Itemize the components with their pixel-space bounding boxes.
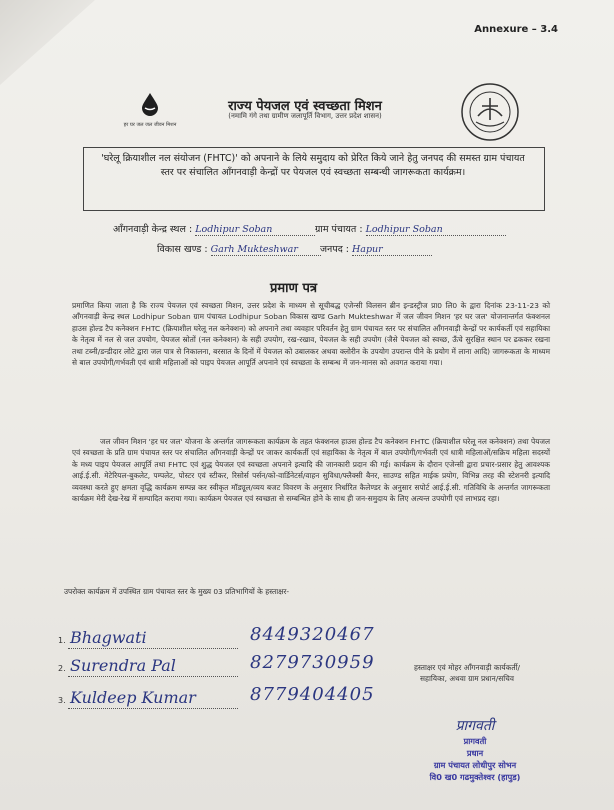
certificate-title: प्रमाण पत्र xyxy=(270,281,318,296)
stamp-label: हस्ताक्षर एवं मोहर आँगनवाड़ी कार्यकर्ती/सहायिका, अथवा ग्राम प्रधान/सचिव xyxy=(413,663,520,683)
header-title: राज्य पेयजल एवं स्वच्छता मिशन xyxy=(228,99,382,114)
participant-signature: Kuldeep Kumar xyxy=(70,688,196,707)
participant-row-2: 2. Surendra Pal 8279730959 xyxy=(58,652,375,675)
seal-panchayat: ग्राम पंचायत लोधीपुर सोभन xyxy=(433,760,517,770)
certificate-paragraph-1: प्रमाणित किया जाता है कि राज्य पेयजल एवं स्वच्छता मिशन, उत्तर प्रदेश के माध्यम से सूचीबद्ध एजेन्सी विलसन ब्रीन इन्डस्ट्रीज प्रा0 लि0 के द्वारा दिनांक 23-11-23 को आँगनवाड़ी केन्द्र स्थल Lodhipur Soban ग्राम पंचायत Lodhipur Soban विकास खण्ड Garh Mukteshwar में जल जीवन मिशन 'हर घर जल' योजनान्तर्गत फंक्शनल हाउस होल्ड टैप कनेक्शन FHTC (क्रियाशील घरेलू नल कनेक्शन) को अपनाने तथा व्यवहार परिवर्तन हेतु ग्राम पंचायत स्तर पर संचालित आँगनवाड़ी केन्द्रों पर कार्यकर्ती एवं सहायिका के नेतृत्व में नल से जल उपयोग, पेयजल स्रोतों (नल कनेक्शन) के सही उपयोग, रख-रखाव, पेयजल के सही उपयोग (जैसे पेयजल को स्वच्छ, ऊँचे सुरक्षित स्थान पर ढककर रखना तथा टब्नी/डन्डीदार लोटे द्वारा जल पात्र से निकालना, बरसात के दिनों में पेयजल को उबालकर अथवा क्लोरीन के उपयोग उपरान्त पीने के प्रयोग में लाना आदि) जागरूकता के माध्यम से बाल उपयोगी/गर्भवती एवं धात्री महिलाओं को पाइप पेयजल आपूर्ति अपनाने एवं स्वच्छता के सम्बन्ध में जन-मानस को अवगत कराया गया। xyxy=(72,301,550,368)
participant-row-1: 1. Bhagwati 8449320467 xyxy=(58,624,375,647)
header-subtitle: (नमामि गंगे तथा ग्रामीण जलापूर्ति विभाग, उत्तर प्रदेश शासन) xyxy=(228,112,382,120)
logo-caption: हर घर जल जल जीवन मिशन xyxy=(123,122,177,128)
gram-panchayat-field xyxy=(315,222,506,236)
vikas-khand-label: विकास खण्ड : xyxy=(157,244,208,255)
participants-label: उपरोक्त कार्यक्रम में उपस्थित ग्राम पंचायत स्तर के मुख्य 03 प्रतिभागियों के हस्ताक्षर- xyxy=(64,587,290,596)
gram-panchayat-label: ग्राम पंचायत : xyxy=(315,224,363,235)
participant-row-3: 3. Kuldeep Kumar 8779404405 xyxy=(58,684,375,707)
janpad-value: Hapur xyxy=(352,244,432,256)
anganwadi-value: Lodhipur Soban xyxy=(195,224,315,236)
vikas-khand-value: Garh Mukteshwar xyxy=(211,244,321,256)
page-fold-shadow xyxy=(0,0,95,85)
intro-text: 'घरेलू क्रियाशील नल संयोजन (FHTC)' को अपनाने के लिये समुदाय को प्रेरित किये जाने हेतु जनपद की समस्त ग्राम पंचायत स्तर पर संचालित आँगनवाड़ी केन्द्रों पर पेयजल एवं स्वच्छता सम्बन्धी जागरूकता कार्यक्रम। xyxy=(101,153,525,178)
gram-panchayat-value: Lodhipur Soban xyxy=(366,224,506,236)
janpad-label: जनपद : xyxy=(320,244,349,255)
participant-phone: 8449320467 xyxy=(250,624,375,645)
pradhan-signature: प्रागवती xyxy=(455,718,495,734)
seal-designation: प्रधान xyxy=(466,748,484,758)
anganwadi-field xyxy=(113,222,315,236)
participant-phone: 8279730959 xyxy=(250,652,375,673)
participant-phone: 8779404405 xyxy=(250,684,375,705)
participant-signature: Surendra Pal xyxy=(70,656,176,675)
participant-signature: Bhagwati xyxy=(70,628,147,647)
anganwadi-label: आँगनवाड़ी केन्द्र स्थल : xyxy=(113,224,193,235)
pradhan-seal xyxy=(400,716,550,783)
seal-name: प्रागवती xyxy=(463,736,487,746)
seal-block: वि0 ख0 गढमुक्तेश्वर (हापुड) xyxy=(429,772,521,782)
annexure-label: Annexure – 3.4 xyxy=(474,24,558,35)
certificate-paragraph-2: जल जीवन मिशन 'हर घर जल' योजना के अन्तर्गत जागरूकता कार्यक्रम के तहत फंक्शनल हाउस होल्ड टैप कनेक्शन FHTC (क्रियाशील घरेलू नल कनेक्शन) तथा पेयजल एवं स्वच्छता के प्रति ग्राम पंचायत स्तर पर संचालित आँगनवाड़ी केन्द्रों पर जाकर कार्यकर्ती एवं सहायिका के नेतृत्व में बाल उपयोगी/गर्भवती एवं धात्री महिलाओं/सक्रिय महिला सदस्यों के मध्य पाइप पेयजल आपूर्ति तथा FHTC एवं शुद्ध पेयजल एवं स्वच्छता अपनाने इत्यादि की जानकारी प्रदान की गई। कार्यक्रम के दौरान एजेन्सी द्वारा प्रचार-प्रसार हेतु आवश्यक आई.ई.सी. मेटेरियल-बुकलेट, पम्पलेट, पोस्टर एवं स्टीकर, रिसोर्स पर्सन/को-वार्डिनेटर्स/वाहन सुविधा/फ्लैक्सी बैनर, साउण्ड सहित माईक प्रयोग, विभिन्न तरह की स्टेशनरी इत्यादि व्यवस्था करते हुए क्षमता वृद्धि कार्यक्रम सम्पन्न कर स्वीकृत मॉड्यूल/व्यय बजट विवरण के अनुसार निर्धारित कैलेण्डर के अनुसार सपोर्ट आई.ई.सी. गतिविधि के अन्तर्गत जागरूकता कार्यक्रम मेरी देख-रेख में सम्पादित कराया गया। कार्यक्रम पेयजल एवं स्वच्छता से सम्बन्धित होने के साथ ही जन-समुदाय के लिए अत्यन्त उपयोगी एवं लाभप्रद रहा। xyxy=(72,437,550,504)
janpad-field xyxy=(320,242,432,256)
up-govt-emblem-icon xyxy=(460,82,520,142)
vikas-khand-field xyxy=(157,242,321,256)
